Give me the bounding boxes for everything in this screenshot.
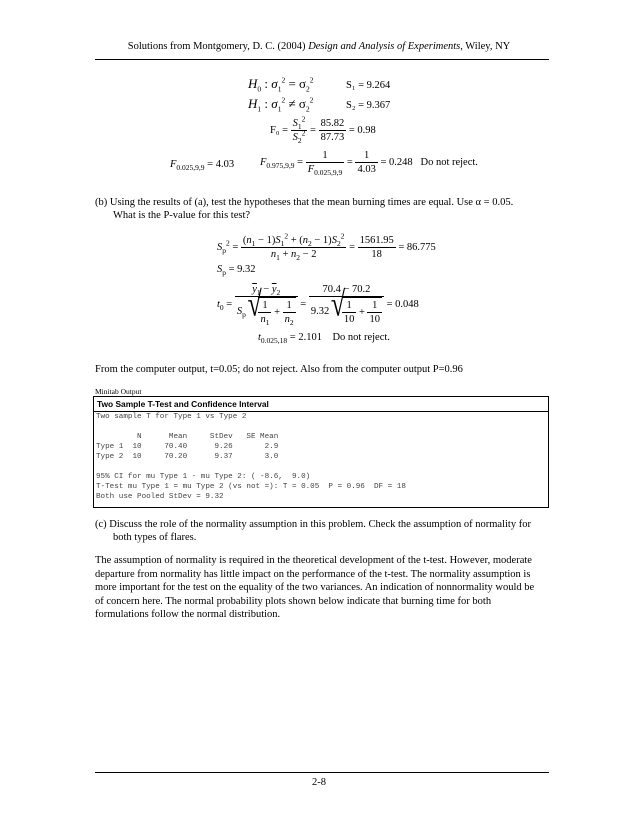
minitab-line: Type 2 10 70.20 9.37 3.0 — [96, 453, 279, 461]
minitab-line: Type 1 10 70.40 9.26 2.9 — [96, 443, 279, 451]
s2-value: S₂ = 9.367 — [346, 100, 391, 111]
minitab-label: Minitab Output — [95, 387, 142, 396]
h1-equation: $H_1$ : $\sigma_1^2 \ne \sigma_2^2$ — [248, 95, 314, 114]
minitab-line: N Mean StDev SE Mean — [96, 433, 279, 441]
page-number: 2-8 — [312, 777, 326, 788]
t0-equation: $t_0$ = $\overline{y}_1 - \overline{y}_2$ $S_p$ √ $\frac{1}{n_1}$ + $\frac{1}{n_2}$ = 70.4 − 70.2 9.32 √ $\frac{1}{10}$ + $\frac{1}{10}$ = 0.048 — [217, 283, 419, 326]
minitab-title: Two Sample T-Test and Confidence Interval — [94, 397, 548, 412]
part-b-line1: (b) Using the results of (a), test the hypotheses that the mean burning times are equal. Use α = 0.05. — [95, 197, 514, 208]
pooled-variance-equation: $S_p^2$ = $\frac{(n_1 - 1)S_1^2 + (n_2 - 1)S_2^2}{n_1 + n_2 - 2}$ = $\frac{1561.95}{18}$ = 86.775 — [217, 231, 436, 263]
header-book-title: Design and Analysis of Experiments — [308, 41, 461, 52]
minitab-line: Two sample T for Type 1 vs Type 2 — [96, 413, 247, 421]
minitab-text — [94, 412, 548, 502]
normality-paragraph — [95, 554, 534, 622]
h0-equation: $H_0$ : $\sigma_1^2 = \sigma_2^2$ — [248, 75, 314, 94]
page-header — [0, 41, 638, 52]
part-c-line1: (c) Discuss the role of the normality assumption in this problem. Check the assumption of normality for — [95, 519, 531, 530]
paragraph-line: The assumption of normality is required in the theoretical development of the t-test. However, moderate — [95, 555, 532, 566]
sp-value: $S_p = 9.32$ — [217, 264, 256, 278]
s1-value: S₁ = 9.264 — [346, 80, 391, 91]
footer-rule — [95, 772, 549, 773]
minitab-line: Both use Pooled StDev = 9.32 — [96, 493, 224, 501]
t-critical: $t_{0.025,18} = 2.101$ Do not reject. — [258, 332, 390, 346]
part-b-line2: What is the P-value for this test? — [113, 210, 251, 221]
computer-output-text: From the computer output, t=0.05; do not reject. Also from the computer output P=0.96 — [95, 364, 463, 375]
f0-equation: F₀ = $\frac{S_1^2}{S_2^2}$ = $\frac{85.82}{87.73}$ = 0.98 — [270, 114, 376, 146]
header-suffix: , Wiley, NY — [460, 41, 511, 52]
part-c-line2: both types of flares. — [113, 532, 197, 543]
f-upper: $F_{0.025,9,9} = 4.03$ — [170, 159, 235, 173]
header-rule — [95, 59, 549, 60]
minitab-line — [96, 462, 548, 472]
f-lower: $F_{0.975,9,9}$ = $\frac{1}{F_{0.025,9,9}}$ = $\frac{1}{4.03}$ = 0.248 Do not reject. — [260, 150, 478, 178]
paragraph-line: formulations follow the normal distribution. — [95, 609, 281, 620]
minitab-line: T-Test mu Type 1 = mu Type 2 (vs not =): T = 0.05 P = 0.96 DF = 18 — [96, 483, 406, 491]
minitab-line — [96, 422, 548, 432]
paragraph-line: more important for the test on the equality of the two variances. An indication of nonnormality would be — [95, 582, 535, 593]
paragraph-line: departure from normality has little impact on the performance of the t-test. The normality assumption is — [95, 568, 531, 580]
minitab-line: 95% CI for mu Type 1 - mu Type 2: ( -8.6, 9.0) — [96, 473, 311, 481]
paragraph-line: of concern here. The normal probability plots shown below indicate that burning time for both — [95, 595, 492, 607]
minitab-output-box — [93, 396, 549, 508]
header-prefix: Solutions from Montgomery, D. C. (2004) — [127, 41, 309, 52]
